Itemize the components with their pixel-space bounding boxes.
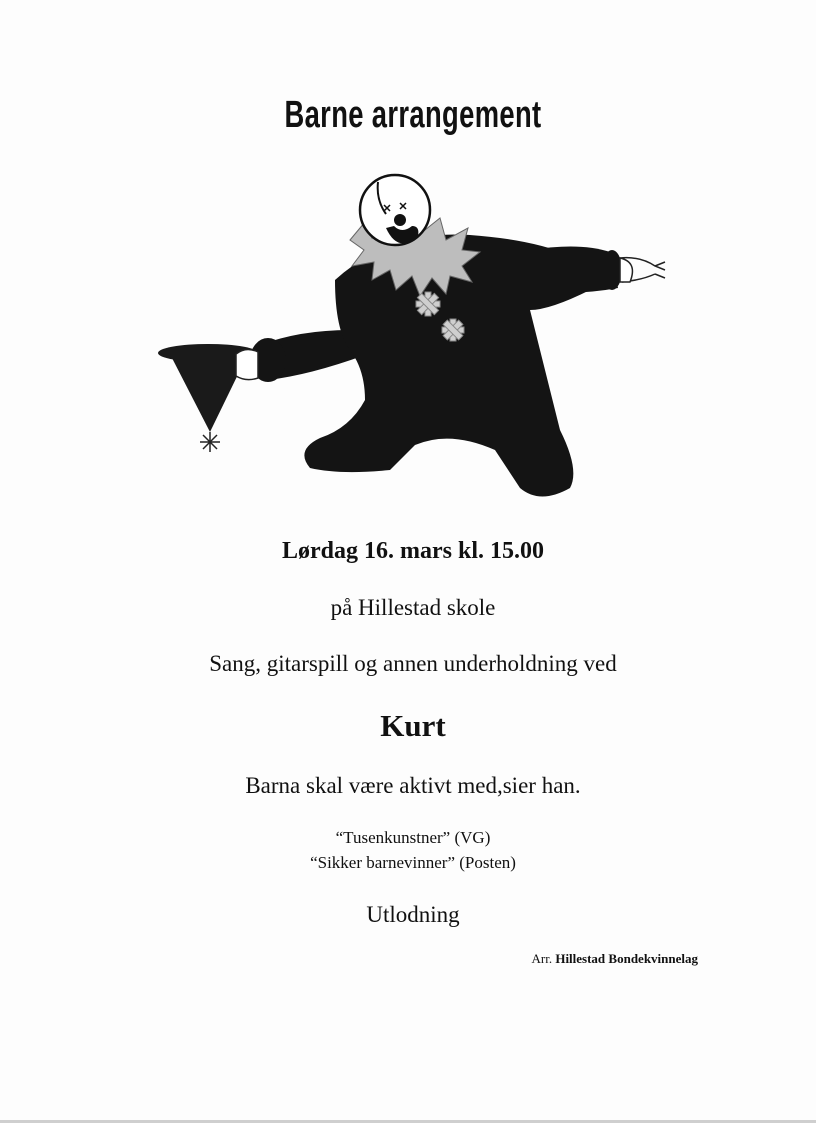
- clown-illustration: [150, 170, 670, 510]
- performer-name: Kurt: [380, 708, 446, 743]
- poster-title: Barne arrangement: [284, 94, 542, 136]
- event-date: Lørdag 16. mars kl. 15.00: [281, 538, 544, 564]
- event-description: Sang, gitarspill og annen underholdning ved: [209, 651, 617, 676]
- raffle-note: Utlodning: [366, 902, 460, 927]
- review-quote: “Sikker barnevinner” (Posten): [310, 853, 516, 872]
- performer-quote: Barna skal være aktivt med,sier han.: [245, 773, 581, 798]
- organizer-credit: [531, 951, 698, 967]
- review-quote: “Tusenkunstner” (VG): [335, 828, 491, 847]
- event-location: på Hillestad skole: [330, 595, 496, 620]
- organizer-prefix: Arr.: [531, 951, 553, 966]
- organizer-name: Hillestad Bondekvinnelag: [555, 951, 698, 966]
